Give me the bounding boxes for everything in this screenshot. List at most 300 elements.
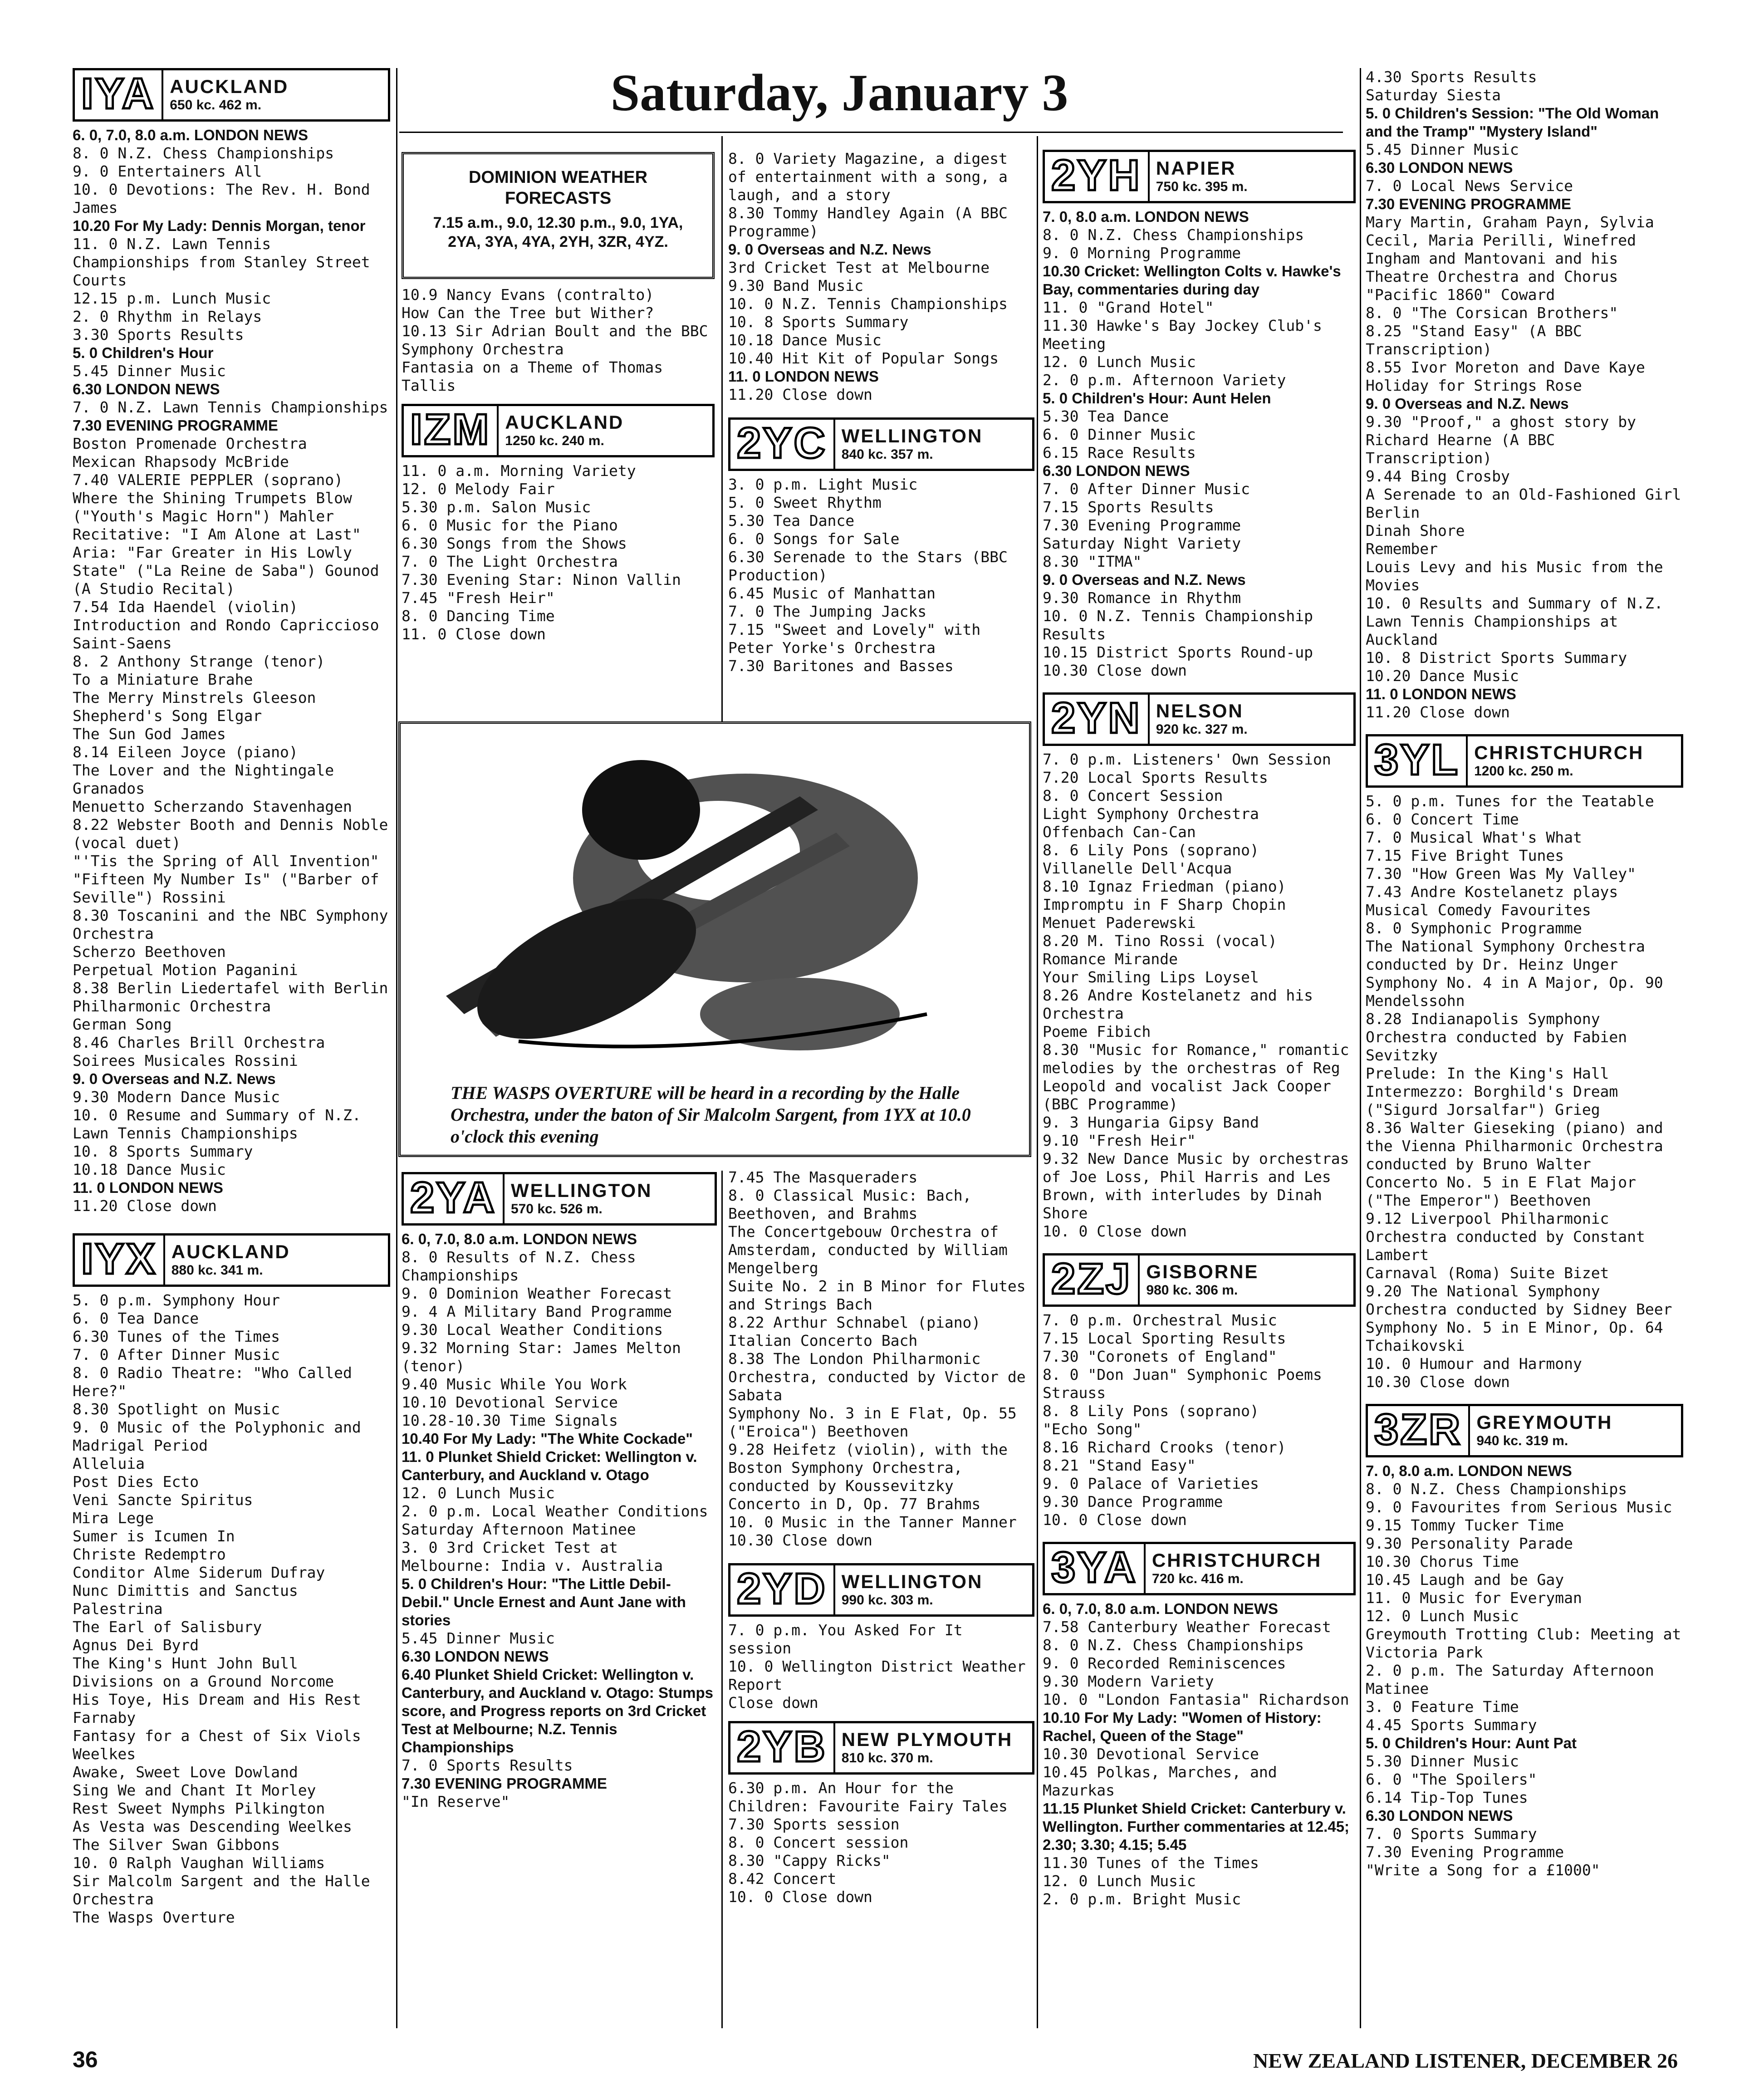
station-header-2yn <box>1043 692 1356 746</box>
schedule-list-1yx <box>73 1291 390 1927</box>
station-city: AUCKLAND <box>505 412 624 433</box>
schedule-line: Symphony No. 4 in A Major, Op. 90 Mendelssohn <box>1366 974 1663 1010</box>
schedule-line: 7.30 Evening Star: Ninon Vallin <box>402 571 681 589</box>
schedule-line: 5. 0 p.m. Symphony Hour <box>73 1291 280 1309</box>
schedule-line: 8. 0 Symphonic Programme <box>1366 919 1582 937</box>
schedule-line: 8. 0 N.Z. Chess Championships <box>73 144 334 162</box>
schedule-line: Intermezzo: Borghild's Dream ("Sigurd Jorsalfar") Grieg <box>1366 1083 1618 1118</box>
schedule-line: Poeme Fibich <box>1043 1023 1151 1040</box>
col-rule-1 <box>396 68 397 2028</box>
schedule-line: Carnaval (Roma) Suite Bizet <box>1366 1264 1609 1282</box>
schedule-line: 8.22 Webster Booth and Dennis Noble (vocal duet) <box>73 816 388 852</box>
schedule-line: 10. 0 Close down <box>1043 1511 1187 1529</box>
schedule-line: 8.30 "Cappy Ricks" <box>728 1852 891 1869</box>
schedule-line: 7.15 Local Sporting Results <box>1043 1329 1286 1347</box>
station-frequency: 570 kc. 526 m. <box>510 1202 603 1216</box>
station-header-1yx <box>73 1233 390 1287</box>
schedule-line: Your Smiling Lips Loysel <box>1043 968 1259 986</box>
schedule-line: 6.30 Songs from the Shows <box>402 535 627 552</box>
schedule-line: 7.30 EVENING PROGRAMME <box>402 1775 607 1792</box>
schedule-list-3yl <box>1366 792 1683 1391</box>
station-header-2yh <box>1043 150 1356 203</box>
schedule-line: 7. 0, 8.0 a.m. LONDON NEWS <box>1043 208 1249 225</box>
schedule-line: 7.45 "Fresh Heir" <box>402 589 555 607</box>
schedule-line: Offenbach Can-Can <box>1043 823 1196 841</box>
schedule-line: His Toye, His Dream and His Rest Farnaby <box>73 1691 361 1726</box>
schedule-line: 8. 0 "The Corsican Brothers" <box>1366 304 1618 322</box>
schedule-line: The Wasps Overture <box>73 1908 235 1926</box>
schedule-line: 8.28 Indianapolis Symphony Orchestra conducted by Fabien Sevitzky <box>1366 1010 1627 1064</box>
schedule-line: 8.46 Charles Brill Orchestra <box>73 1034 325 1051</box>
schedule-line: 7. 0 p.m. Listeners' Own Session <box>1043 750 1331 768</box>
schedule-line: 9.28 Heifetz (violin), with the Boston Symphony Orchestra, conducted by Koussevitzky <box>728 1441 1008 1495</box>
schedule-line: 7.15 Sports Results <box>1043 498 1214 516</box>
schedule-line: 8.22 Arthur Schnabel (piano) <box>728 1314 981 1331</box>
schedule-line: Post Dies Ecto <box>73 1473 199 1491</box>
schedule-line: 10.20 For My Lady: Dennis Morgan, tenor <box>73 217 366 234</box>
schedule-line: 7.45 The Masqueraders <box>728 1168 918 1186</box>
schedule-line: 5. 0 Sweet Rhythm <box>728 494 882 511</box>
schedule-line: 10.30 Close down <box>1366 1373 1510 1391</box>
schedule-line: Saturday Night Variety <box>1043 535 1241 552</box>
schedule-line: 6. 0, 7.0, 8.0 a.m. LONDON NEWS <box>1043 1600 1278 1617</box>
schedule-line: 7.58 Canterbury Weather Forecast <box>1043 1618 1331 1636</box>
schedule-line: 5. 0 Children's Hour <box>73 344 214 361</box>
schedule-line: 10.30 Close down <box>1043 662 1187 679</box>
schedule-line: The National Symphony Orchestra conducted by Dr. Heinz Unger <box>1366 937 1645 973</box>
schedule-line: 7.30 "How Green Was My Valley" <box>1366 865 1637 883</box>
station-header-2ya <box>402 1172 717 1226</box>
schedule-line: Light Symphony Orchestra <box>1043 805 1259 823</box>
schedule-line: Mira Lege <box>73 1509 154 1527</box>
schedule-line: 8. 0 N.Z. Chess Championships <box>1366 1480 1627 1498</box>
schedule-line: Remember <box>1366 540 1438 558</box>
schedule-line: 8.20 M. Tino Rossi (vocal) <box>1043 932 1277 950</box>
schedule-line: 10.28-10.30 Time Signals <box>402 1412 618 1429</box>
schedule-line: Rest Sweet Nymphs Pilkington <box>73 1800 325 1817</box>
schedule-line: 7.40 VALERIE PEPPLER (soprano) <box>73 471 343 489</box>
station-city: WELLINGTON <box>841 1571 983 1592</box>
schedule-line: Suite No. 2 in B Minor for Flutes and Strings Bach <box>728 1277 1026 1313</box>
schedule-line: Close down <box>728 1694 818 1712</box>
schedule-line: 5.45 Dinner Music <box>73 362 226 380</box>
schedule-line: Italian Concerto Bach <box>728 1332 918 1349</box>
schedule-list-2ya-cont <box>728 1168 1034 1550</box>
schedule-line: 7. 0 Local News Service <box>1366 177 1573 195</box>
schedule-line: 4.30 Sports Results <box>1366 68 1537 86</box>
station-city: CHRISTCHURCH <box>1474 742 1644 763</box>
schedule-line: 11. 0 "Grand Hotel" <box>1043 299 1214 316</box>
station-callsign: 2ZJ <box>1045 1255 1140 1305</box>
col-rule-3 <box>1037 136 1038 2028</box>
schedule-line: 11. 0 LONDON NEWS <box>73 1179 223 1196</box>
schedule-line: 7.30 Evening Programme <box>1043 516 1241 534</box>
schedule-line: 10.45 Polkas, Marches, and Mazurkas <box>1043 1763 1277 1799</box>
schedule-line: 7.15 "Sweet and Lovely" with Peter Yorke's Orchestra <box>728 621 981 657</box>
schedule-line: 9.32 Morning Star: James Melton (tenor) <box>402 1339 681 1375</box>
schedule-line: 9.20 The National Symphony Orchestra conducted by Sidney Beer <box>1366 1282 1672 1318</box>
schedule-line: 2. 0 Rhythm in Relays <box>73 308 262 325</box>
station-frequency: 650 kc. 462 m. <box>170 98 262 113</box>
schedule-line: 10.18 Dance Music <box>728 331 882 349</box>
publication-footer: NEW ZEALAND LISTENER, DECEMBER 26 <box>1253 2049 1678 2072</box>
schedule-line: 8.30 Spotlight on Music <box>73 1400 280 1418</box>
schedule-line: 11.30 Tunes of the Times <box>1043 1854 1259 1872</box>
schedule-line: 6.30 Serenade to the Stars (BBC Production) <box>728 548 1008 584</box>
schedule-line: 3. 0 3rd Cricket Test at Melbourne: India v. Australia <box>402 1539 663 1574</box>
schedule-line: 5.30 Dinner Music <box>1366 1752 1519 1770</box>
schedule-line: 7.20 Local Sports Results <box>1043 769 1268 786</box>
station-frequency: 990 kc. 303 m. <box>841 1593 933 1608</box>
station-frequency: 980 kc. 306 m. <box>1146 1283 1238 1298</box>
schedule-line: 9.30 Band Music <box>728 277 864 294</box>
schedule-line: Sir Malcolm Sargent and the Halle Orchestra <box>73 1872 370 1908</box>
schedule-list-1ya <box>73 126 390 1215</box>
schedule-line: 10. 0 "London Fantasia" Richardson <box>1043 1691 1349 1708</box>
station-callsign: IYX <box>75 1236 165 1285</box>
schedule-line: 8.55 Ivor Moreton and Dave Kaye <box>1366 358 1645 376</box>
schedule-line: 9.30 Local Weather Conditions <box>402 1321 663 1339</box>
schedule-line: Louis Levy and his Music from the Movies <box>1366 558 1663 594</box>
schedule-line: 7.54 Ida Haendel (violin) <box>73 598 298 616</box>
station-frequency: 880 kc. 341 m. <box>171 1263 263 1278</box>
schedule-line: 9.30 "Proof," a ghost story by Richard Hearne (A BBC Transcription) <box>1366 413 1637 467</box>
schedule-line: 8.16 Richard Crooks (tenor) <box>1043 1438 1286 1456</box>
station-header-3ya <box>1043 1542 1356 1595</box>
schedule-line: 10.15 District Sports Round-up <box>1043 643 1313 661</box>
schedule-line: 10.30 Chorus Time <box>1366 1553 1519 1570</box>
schedule-line: 8. 6 Lily Pons (soprano) <box>1043 841 1259 859</box>
station-header-1ya <box>73 68 390 122</box>
schedule-list-3ya-cont <box>1366 68 1683 721</box>
schedule-line: 7. 0 Musical What's What <box>1366 829 1582 846</box>
schedule-line: 10.30 Cricket: Wellington Colts v. Hawke's Bay, commentaries during day <box>1043 263 1341 298</box>
station-callsign: 2YA <box>404 1174 505 1223</box>
schedule-line: "Pacific 1860" Coward <box>1366 286 1555 304</box>
schedule-line: Boston Promenade Orchestra <box>73 435 307 452</box>
schedule-line: 5. 0 Children's Hour: Aunt Pat <box>1366 1735 1577 1751</box>
schedule-line: "Fifteen My Number Is" ("Barber of Seville") Rossini <box>73 870 379 906</box>
schedule-line: 7.30 EVENING PROGRAMME <box>1366 196 1571 212</box>
title-rule <box>399 132 1343 133</box>
schedule-line: Shepherd's Song Elgar <box>73 707 262 725</box>
schedule-line: 10. 0 Close down <box>1043 1222 1187 1240</box>
schedule-line: 9. 0 Overseas and N.Z. News <box>1043 571 1246 588</box>
schedule-line: 8.30 Tommy Handley Again (A BBC Programme) <box>728 204 1008 240</box>
station-header-3yl <box>1366 734 1683 788</box>
schedule-line: 10. 0 Humour and Harmony <box>1366 1355 1582 1373</box>
schedule-line: Menuetto Scherzando Stavenhagen <box>73 798 352 815</box>
schedule-line: 5. 0 p.m. Tunes for the Teatable <box>1366 792 1654 810</box>
schedule-line: The Merry Minstrels Gleeson <box>73 689 316 706</box>
schedule-line: 9. 0 Dominion Weather Forecast <box>402 1285 672 1302</box>
station-callsign: 2YB <box>730 1723 835 1772</box>
station-callsign: 2YD <box>730 1565 835 1614</box>
schedule-line: "In Reserve" <box>402 1793 510 1810</box>
station-city: CHRISTCHURCH <box>1152 1550 1322 1571</box>
schedule-line: Impromptu in F Sharp Chopin <box>1043 896 1286 913</box>
schedule-line: 7. 0 After Dinner Music <box>1043 480 1250 498</box>
schedule-line: Saturday Siesta <box>1366 86 1501 104</box>
schedule-line: 3.30 Sports Results <box>73 326 244 343</box>
schedule-line: 10.30 Devotional Service <box>1043 1745 1259 1763</box>
schedule-line: 6. 0 Tea Dance <box>73 1309 199 1327</box>
schedule-line: Awake, Sweet Love Dowland <box>73 1763 298 1781</box>
schedule-line: 5.30 p.m. Salon Music <box>402 498 591 516</box>
schedule-line: 4.45 Sports Summary <box>1366 1716 1537 1734</box>
schedule-line: 8. 0 Radio Theatre: "Who Called Here?" <box>73 1364 352 1400</box>
schedule-line: 9. 0 Entertainers All <box>73 162 262 180</box>
weather-text: 7.15 a.m., 9.0, 12.30 p.m., 9.0, 1YA, 2YA, 3YA, 4YA, 2YH, 3ZR, 4YZ. <box>433 214 683 250</box>
schedule-list-2yn <box>1043 750 1356 1241</box>
schedule-list-2yd <box>728 1621 1034 1712</box>
station-callsign: 3ZR <box>1368 1406 1470 1455</box>
schedule-line: 11. 0 Music for Everyman <box>1366 1589 1582 1607</box>
schedule-line: 11.20 Close down <box>73 1197 217 1215</box>
schedule-line: 12. 0 Lunch Music <box>402 1484 555 1502</box>
schedule-line: 9. 0 Recorded Reminiscences <box>1043 1654 1286 1672</box>
station-frequency: 1250 kc. 240 m. <box>505 433 604 448</box>
schedule-line: As Vesta was Descending Weelkes <box>73 1818 352 1835</box>
schedule-line: "'Tis the Spring of All Invention" <box>73 852 379 870</box>
weather-forecast-box <box>402 152 715 279</box>
wasps-overture-illustration <box>398 721 1031 1157</box>
column-2-bottom <box>402 1168 717 1811</box>
station-callsign: 2YN <box>1045 695 1150 744</box>
schedule-line: 7. 0 Sports Results <box>402 1756 573 1774</box>
schedule-line: 11.20 Close down <box>728 386 872 403</box>
schedule-list-2yb <box>728 1779 1034 1906</box>
schedule-line: 5. 0 Children's Session: "The Old Woman and the Tramp" "Mystery Island" <box>1366 105 1659 140</box>
station-city: NEW PLYMOUTH <box>841 1729 1013 1750</box>
schedule-line: 5. 0 Children's Hour: Aunt Helen <box>1043 390 1271 407</box>
schedule-line: 12. 0 Lunch Music <box>1043 353 1196 371</box>
station-city: GREYMOUTH <box>1476 1412 1613 1433</box>
schedule-line: 11. 0 LONDON NEWS <box>1366 686 1516 702</box>
schedule-line: Sing We and Chant It Morley <box>73 1781 316 1799</box>
station-frequency: 810 kc. 370 m. <box>841 1751 933 1766</box>
schedule-line: 6.30 LONDON NEWS <box>1043 462 1190 479</box>
schedule-line: 5.45 Dinner Music <box>402 1629 555 1647</box>
schedule-line: 8. 0 Results of N.Z. Chess Championships <box>402 1248 636 1284</box>
station-city: WELLINGTON <box>510 1180 652 1201</box>
schedule-line: Menuet Paderewski <box>1043 914 1196 932</box>
schedule-line: 8. 0 N.Z. Chess Championships <box>1043 226 1304 244</box>
schedule-line: Aria: "Far Greater in His Lowly State" ("La Reine de Saba") Gounod <box>73 544 379 579</box>
violin-and-wasp-drawing <box>428 742 1004 1073</box>
station-frequency: 750 kc. 395 m. <box>1156 179 1248 194</box>
schedule-line: 10. 0 Music in the Tanner Manner <box>728 1513 1017 1531</box>
schedule-line: 10. 0 Ralph Vaughan Williams <box>73 1854 325 1872</box>
schedule-line: 6. 0 Dinner Music <box>1043 426 1196 443</box>
column-3-bottom <box>728 1168 1034 1906</box>
schedule-line: 10. 0 Results and Summary of N.Z. Lawn Tennis Championships at Auckland <box>1366 594 1663 648</box>
schedule-line: Holiday for Strings Rose <box>1366 377 1582 394</box>
schedule-line: 8. 0 N.Z. Chess Championships <box>1043 1636 1304 1654</box>
station-header-2zj <box>1043 1253 1356 1307</box>
column-3-top <box>728 150 1034 675</box>
schedule-line: 5. 0 Children's Hour: "The Little Debil-Debil." Uncle Ernest and Aunt Jane with stories <box>402 1575 686 1628</box>
schedule-line: 6.15 Race Results <box>1043 444 1196 461</box>
schedule-line: 7.43 Andre Kostelanetz plays Musical Comedy Favourites <box>1366 883 1618 919</box>
schedule-line: The Earl of Salisbury <box>73 1618 262 1636</box>
schedule-list-2ya <box>402 1230 717 1811</box>
schedule-line: 6.14 Tip-Top Tunes <box>1366 1789 1528 1806</box>
schedule-line: 10.40 For My Lady: "The White Cockade" <box>402 1430 693 1447</box>
schedule-line: Prelude: In the King's Hall <box>1366 1064 1609 1082</box>
schedule-line: To a Miniature Brahe <box>73 671 253 688</box>
schedule-line: 7.30 "Coronets of England" <box>1043 1348 1277 1365</box>
illustration-caption: THE WASPS OVERTURE will be heard in a recording by the Halle Orchestra, under the baton of Sir Malcolm Sargent, from 1YX at 10.0 o'clock this evening <box>451 1083 971 1147</box>
schedule-line: Sumer is Icumen In <box>73 1527 235 1545</box>
col-rule-5 <box>721 1171 723 2028</box>
schedule-line: 7.30 EVENING PROGRAMME <box>73 417 278 434</box>
schedule-line: 6.40 Plunket Shield Cricket: Wellington v. Canterbury, and Auckland v. Otago: Stumps score, and Progress reports on 3rd Cricket Test at Melbourne; N.Z. Tennis Championships <box>402 1666 713 1756</box>
schedule-line: Introduction and Rondo Capriccioso Saint-Saens <box>73 616 379 652</box>
schedule-line: 9.30 Modern Dance Music <box>73 1088 280 1106</box>
schedule-line: 9.30 Dance Programme <box>1043 1493 1223 1510</box>
schedule-line: 9. 0 Overseas and N.Z. News <box>728 241 931 258</box>
schedule-line: 5.45 Dinner Music <box>1366 141 1519 158</box>
schedule-line: 11. 0 LONDON NEWS <box>728 368 879 385</box>
schedule-line: Perpetual Motion Paganini <box>73 961 298 979</box>
schedule-line: "Write a Song for a £1000" <box>1366 1861 1600 1879</box>
column-1 <box>73 68 390 1927</box>
schedule-line: 7. 0 After Dinner Music <box>73 1346 280 1363</box>
schedule-line: 10. 8 Sports Summary <box>728 313 909 331</box>
schedule-line: 10. 0 Close down <box>728 1888 872 1906</box>
schedule-list-2yc <box>728 476 1034 675</box>
schedule-line: 10.10 For My Lady: "Women of History: Rachel, Queen of the Stage" <box>1043 1709 1322 1744</box>
col-rule-4 <box>1360 68 1361 2028</box>
schedule-line: 11. 0 N.Z. Lawn Tennis Championships from Stanley Street Courts <box>73 235 370 289</box>
schedule-line: 7.30 Baritones and Basses <box>728 657 954 675</box>
schedule-line: 10.9 Nancy Evans (contralto) <box>402 286 654 304</box>
schedule-line: 10. 0 N.Z. Tennis Championship Results <box>1043 607 1313 643</box>
schedule-list-1zm <box>402 462 715 643</box>
station-callsign: 3YL <box>1368 736 1468 785</box>
schedule-line: Concerto in D, Op. 77 Brahms <box>728 1495 981 1513</box>
schedule-line: 9. 4 A Military Band Programme <box>402 1303 672 1320</box>
schedule-line: 7.15 Five Bright Tunes <box>1366 847 1564 864</box>
schedule-line: 7. 0 p.m. Orchestral Music <box>1043 1311 1277 1329</box>
schedule-line: 9.10 "Fresh Heir" <box>1043 1132 1196 1149</box>
schedule-line: Greymouth Trotting Club: Meeting at Victoria Park <box>1366 1625 1681 1661</box>
schedule-list-2zj <box>1043 1311 1356 1529</box>
station-callsign: IYA <box>75 70 163 119</box>
schedule-line: 10. 0 Wellington District Weather Report <box>728 1658 1026 1693</box>
schedule-line: 11.20 Close down <box>1366 703 1510 721</box>
schedule-line: 9.30 Romance in Rhythm <box>1043 589 1241 607</box>
schedule-line: 9. 3 Hungaria Gipsy Band <box>1043 1113 1259 1131</box>
schedule-line: 9.30 Personality Parade <box>1366 1535 1573 1552</box>
schedule-line: Soirees Musicales Rossini <box>73 1052 298 1069</box>
station-city: GISBORNE <box>1146 1261 1259 1282</box>
schedule-line: Agnus Dei Byrd <box>73 1636 199 1654</box>
schedule-line: 7.30 Evening Programme <box>1366 1843 1564 1861</box>
schedule-list-1ya-cont <box>402 286 715 395</box>
schedule-line: 9.32 New Dance Music by orchestras of Joe Loss, Phil Harris and Les Brown, with interludes by Dinah Shore <box>1043 1150 1349 1222</box>
schedule-line: 12. 0 Melody Fair <box>402 480 555 498</box>
schedule-line: German Song <box>73 1015 172 1033</box>
schedule-line: 8.21 "Stand Easy" <box>1043 1457 1196 1474</box>
schedule-line: 8.38 Berlin Liedertafel with Berlin Philharmonic Orchestra <box>73 979 388 1015</box>
schedule-line: 9. 0 Overseas and N.Z. News <box>73 1070 276 1087</box>
schedule-line: 9.30 Modern Variety <box>1043 1672 1214 1690</box>
schedule-line: 3. 0 p.m. Light Music <box>728 476 918 493</box>
schedule-line: 10.30 Close down <box>728 1531 872 1549</box>
schedule-line: 10.40 Hit Kit of Popular Songs <box>728 349 999 367</box>
schedule-line: 8.42 Concert <box>728 1870 837 1888</box>
schedule-line: 6. 0 Songs for Sale <box>728 530 900 548</box>
schedule-line: The Sun God James <box>73 725 226 743</box>
schedule-line: 7. 0 Sports Summary <box>1366 1825 1537 1843</box>
schedule-line: How Can the Tree but Wither? <box>402 304 654 322</box>
schedule-line: 10. 0 Devotions: The Rev. H. Bond James <box>73 181 370 216</box>
schedule-line: 11. 0 Close down <box>402 625 546 643</box>
schedule-line: 8.10 Ignaz Friedman (piano) <box>1043 878 1286 895</box>
schedule-line: Dinah Shore <box>1366 522 1465 539</box>
schedule-line: 7. 0 p.m. You Asked For It session <box>728 1621 963 1657</box>
column-4 <box>1043 150 1356 1908</box>
schedule-line: Veni Sancte Spiritus <box>73 1491 253 1509</box>
schedule-line: 6.30 LONDON NEWS <box>1366 159 1513 176</box>
station-callsign: 2YC <box>730 420 835 469</box>
schedule-line: 10.45 Laugh and be Gay <box>1366 1571 1564 1589</box>
schedule-line: 8. 8 Lily Pons (soprano) <box>1043 1402 1259 1420</box>
schedule-line: 8.30 "Music for Romance," romantic melodies by the orchestras of Reg Leopold and vocalist Jack Cooper <box>1043 1041 1349 1095</box>
schedule-line: 7. 0 The Light Orchestra <box>402 553 618 570</box>
station-header-2yd <box>728 1563 1034 1617</box>
schedule-line: 9.40 Music While You Work <box>402 1375 627 1393</box>
station-city: AUCKLAND <box>170 76 289 97</box>
schedule-line: 9. 0 Morning Programme <box>1043 244 1241 262</box>
schedule-line: 10. 8 Sports Summary <box>73 1143 253 1160</box>
station-frequency: 940 kc. 319 m. <box>1476 1433 1568 1448</box>
station-callsign: 3YA <box>1045 1544 1146 1593</box>
schedule-line: 10.18 Dance Music <box>73 1161 226 1178</box>
schedule-line: 12. 0 Lunch Music <box>1366 1607 1519 1625</box>
schedule-line: Divisions on a Ground Norcome <box>73 1672 334 1690</box>
schedule-line: 6.45 Music of Manhattan <box>728 584 936 602</box>
station-city: WELLINGTON <box>841 425 983 446</box>
schedule-line: 9. 0 Palace of Varieties <box>1043 1475 1259 1492</box>
schedule-line: 11.30 Hawke's Bay Jockey Club's Meeting <box>1043 317 1322 353</box>
schedule-line: Where the Shining Trumpets Blow ("Youth's Magic Horn") Mahler <box>73 489 352 525</box>
schedule-line: 2. 0 p.m. The Saturday Afternoon Matinee <box>1366 1662 1654 1697</box>
schedule-line: 6.30 LONDON NEWS <box>402 1648 549 1665</box>
station-header-3zr <box>1366 1404 1683 1457</box>
schedule-line: 7. 0, 8.0 a.m. LONDON NEWS <box>1366 1462 1572 1479</box>
schedule-line: Romance Mirande <box>1043 950 1178 968</box>
schedule-line: Symphony No. 5 in E Minor, Op. 64 Tchaikovski <box>1366 1319 1663 1354</box>
schedule-line: 6. 0, 7.0, 8.0 a.m. LONDON NEWS <box>73 127 308 143</box>
schedule-line: Recitative: "I Am Alone at Last" <box>73 525 361 543</box>
schedule-line: Symphony No. 3 in E Flat, Op. 55 ("Eroica") Beethoven <box>728 1404 1017 1440</box>
schedule-list-3zr <box>1366 1462 1683 1879</box>
schedule-line: The Silver Swan Gibbons <box>73 1836 280 1854</box>
schedule-list-3ya <box>1043 1600 1356 1908</box>
schedule-line: Alleluia <box>73 1455 145 1472</box>
schedule-line: 6. 0 Music for the Piano <box>402 516 618 534</box>
station-frequency: 720 kc. 416 m. <box>1152 1571 1244 1586</box>
schedule-line: 7. 0 The Jumping Jacks <box>728 603 927 620</box>
schedule-line: 10. 0 N.Z. Tennis Championships <box>728 295 1008 313</box>
schedule-line: (A Studio Recital) <box>73 580 235 598</box>
schedule-line: 6.30 LONDON NEWS <box>73 381 220 397</box>
schedule-line: 5.30 Tea Dance <box>1043 407 1169 425</box>
schedule-line: 6.30 LONDON NEWS <box>1366 1807 1513 1824</box>
